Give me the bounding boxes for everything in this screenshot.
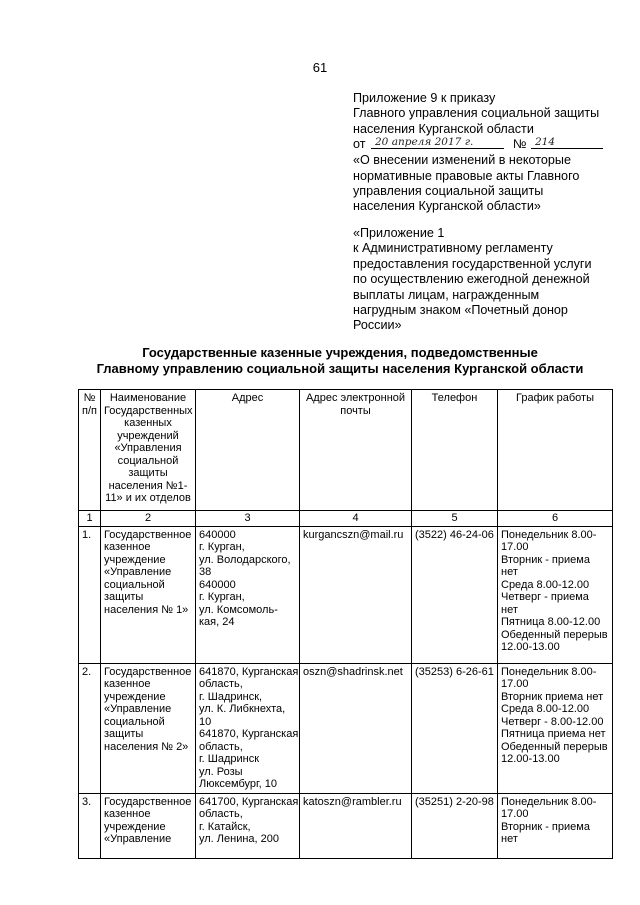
header-email: Адрес электронной почты — [300, 390, 412, 511]
annex-1-line: России» — [353, 318, 402, 333]
annex-9-line: «О внесении изменений в некоторые — [353, 153, 571, 168]
row-number: 3. — [79, 793, 101, 858]
institution-schedule: Понедельник 8.00- 17.00 Вторник - приема нет — [498, 793, 613, 858]
institution-name: Государственное казенное учреждение «Управление — [101, 793, 196, 858]
header-address: Адрес — [196, 390, 300, 511]
table-row — [79, 663, 613, 793]
column-number-row — [79, 511, 613, 527]
annex-9-line: нормативные правовые акты Главного — [353, 168, 580, 183]
from-label: от — [353, 137, 366, 152]
order-date-number-line — [353, 137, 615, 153]
annex-1-line: выплаты лицам, награжденным — [353, 287, 540, 302]
row-number: 2. — [79, 663, 101, 793]
column-number: 2 — [101, 511, 196, 527]
annex-1-line: предоставления государственной услуги — [353, 256, 592, 271]
annex-9-line: Главного управления социальной защиты — [353, 106, 600, 121]
annex-1-block — [353, 226, 615, 334]
header-number: № п/п — [79, 390, 101, 511]
annex-9-line: населения Курганской области — [353, 121, 534, 136]
column-number: 4 — [300, 511, 412, 527]
institution-schedule: Понедельник 8.00- 17.00 Вторник - приема нет Среда 8.00-12.00 Четверг - приема нет Пятница 8.00-12.00 Обеденный перерыв 12.00-13.00 — [498, 526, 613, 663]
institution-address: 641700, Курганская область, г. Катайск, ул. Ленина, 200 — [196, 793, 300, 858]
handwritten-date: 20 апреля 2017 г. — [371, 135, 504, 149]
annex-9-line: населения Курганской области» — [353, 199, 541, 214]
header-phone: Телефон — [412, 390, 498, 511]
institution-address: 641870, Курганская область, г. Шадринск, ул. К. Либкнехта, 10 641870, Курганская область, г. Шадринск ул. Розы Люксембург, 10 — [196, 663, 300, 793]
annex-1-line: нагрудным знаком «Почетный донор — [353, 303, 568, 318]
institution-phone: (35253) 6-26-61 — [412, 663, 498, 793]
handwritten-number: 214 — [531, 135, 603, 149]
title-line-1: Государственные казенные учреждения, подведомственные — [142, 345, 538, 360]
column-number: 3 — [196, 511, 300, 527]
header-name: Наименование Государственных казенных учреждений «Управления социальной защиты населения №1- 11» и их отделов — [101, 390, 196, 511]
column-number: 5 — [412, 511, 498, 527]
institution-email: oszn@shadrinsk.net — [300, 663, 412, 793]
column-number: 6 — [498, 511, 613, 527]
institution-email: katoszn@rambler.ru — [300, 793, 412, 858]
institution-address: 640000 г. Курган, ул. Володарского, 38 640000 г. Курган, ул. Комсомоль- кая, 24 — [196, 526, 300, 663]
page-number: 61 — [312, 60, 328, 75]
annex-9-line: Приложение 9 к приказу — [353, 91, 496, 105]
table-row — [79, 793, 613, 858]
title-line-2: Главному управлению социальной защиты населения Курганской области — [96, 361, 584, 376]
institution-schedule: Понедельник 8.00- 17.00 Вторник приема нет Среда 8.00-12.00 Четверг - 8.00-12.00 Пятница приема нет Обеденный перерыв 12.00-13.00 — [498, 663, 613, 793]
annex-1-line: по осуществлению ежегодной денежной — [353, 272, 590, 287]
annex-9-block — [353, 91, 615, 215]
annex-1-line: «Приложение 1 — [353, 226, 445, 240]
institution-name: Государственное казенное учреждение «Управление социальной защиты населения № 1» — [101, 526, 196, 663]
row-number: 1. — [79, 526, 101, 663]
header-schedule: График работы — [498, 390, 613, 511]
institution-name: Государственное казенное учреждение «Управление социальной защиты населения № 2» — [101, 663, 196, 793]
column-number: 1 — [79, 511, 101, 527]
table-row — [79, 526, 613, 663]
document-title — [60, 345, 620, 377]
institution-email: kurgancszn@mail.ru — [300, 526, 412, 663]
annex-1-line: к Административному регламенту — [353, 241, 553, 256]
annex-9-line: управления социальной защиты — [353, 184, 544, 199]
institution-phone: (35251) 2-20-98 — [412, 793, 498, 858]
number-label: № — [513, 137, 527, 152]
table-header-row — [79, 390, 613, 511]
institutions-table — [78, 389, 613, 859]
institution-phone: (3522) 46-24-06 — [412, 526, 498, 663]
